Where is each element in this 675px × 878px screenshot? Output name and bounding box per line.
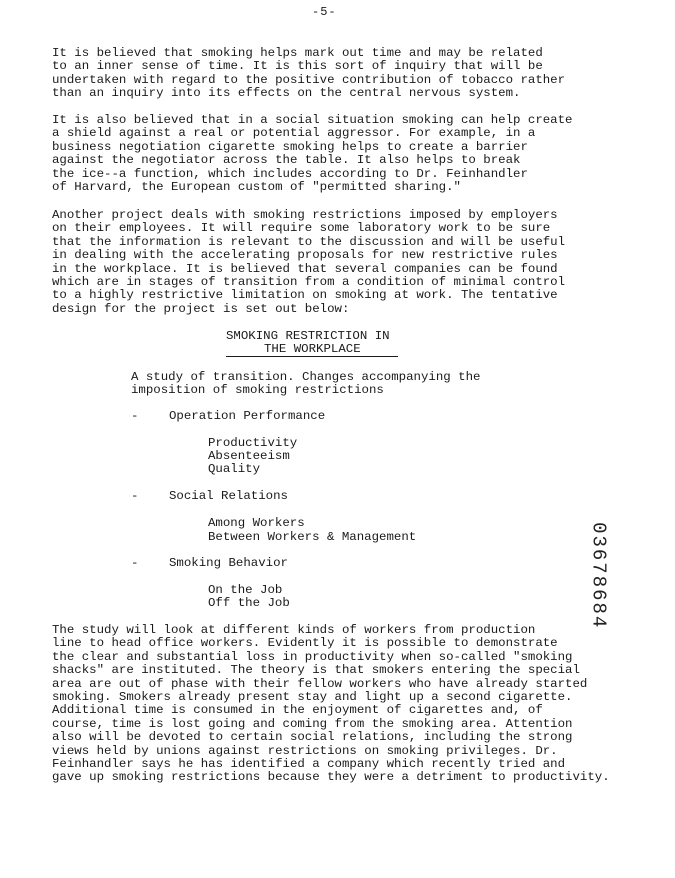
text-line: the ice--a function, which includes according to Dr. Feinhandler bbox=[52, 166, 528, 181]
document-id: 03678684 bbox=[587, 522, 610, 630]
text-line: business negotiation cigarette smoking helps to create a barrier bbox=[52, 139, 528, 154]
sub-item: Between Workers & Management bbox=[208, 530, 417, 544]
text-line: gave up smoking restrictions because they were a detriment to productivity. bbox=[52, 770, 610, 785]
text-line: on their employees. It will require some laboratory work to be sure bbox=[52, 221, 551, 236]
text-line: views held by unions against restrictions on smoking privileges. Dr. bbox=[52, 743, 558, 758]
paragraph-time-sense bbox=[52, 47, 642, 101]
paragraph-study-description bbox=[52, 624, 642, 785]
sub-item: Quality bbox=[208, 462, 261, 476]
intro-line: A study of transition. Changes accompanying the bbox=[131, 370, 481, 384]
list-dash: - bbox=[131, 556, 139, 570]
text-line: design for the project is set out below: bbox=[52, 301, 350, 316]
text-line: undertaken with regard to the positive contribution of tobacco rather bbox=[52, 72, 566, 87]
text-line: of Harvard, the European custom of "permitted sharing." bbox=[52, 179, 461, 194]
text-line: The study will look at different kinds of workers from production bbox=[52, 623, 536, 637]
page-number: -5- bbox=[312, 5, 337, 19]
text-line: also will be devoted to certain social relations, including the strong bbox=[52, 730, 573, 745]
text-line: Additional time is consumed in the enjoyment of cigarettes and, of bbox=[52, 703, 543, 718]
text-line: a shield against a real or potential aggressor. For example, in a bbox=[52, 126, 536, 141]
text-line: than an inquiry into its effects on the central nervous system. bbox=[52, 86, 521, 101]
text-line: against the negotiator across the table. It also helps to break bbox=[52, 153, 521, 168]
text-line: It is also believed that in a social situation smoking can help create bbox=[52, 113, 573, 127]
text-line: Another project deals with smoking restrictions imposed by employers bbox=[52, 208, 558, 222]
text-line: area are out of phase with their fellow workers who have already started bbox=[52, 676, 588, 691]
sub-item: Productivity bbox=[208, 436, 298, 450]
document-id-stamp bbox=[578, 522, 618, 630]
text-line: course, time is lost going and coming from the smoking area. Attention bbox=[52, 716, 573, 731]
design-intro bbox=[131, 371, 480, 398]
text-line: line to head office workers. Evidently it is possible to demonstrate bbox=[52, 636, 558, 651]
list-dash: - bbox=[131, 409, 139, 423]
paragraph-workplace-restrictions bbox=[52, 209, 642, 316]
text-line: in the workplace. It is believed that several companies can be found bbox=[52, 261, 558, 276]
text-line: that the information is relevant to the discussion and will be useful bbox=[52, 234, 566, 249]
text-line: to an inner sense of time. It is this sort of inquiry that will be bbox=[52, 59, 543, 74]
design-title bbox=[226, 330, 390, 357]
category-smoking-behavior: Smoking Behavior bbox=[169, 556, 288, 570]
text-line: the clear and substantial loss in productivity when so-called "smoking bbox=[52, 649, 573, 664]
list-dash: - bbox=[131, 489, 139, 503]
sub-item: Absenteeism bbox=[208, 449, 290, 463]
text-line: Feinhandler says he has identified a company which recently tried and bbox=[52, 756, 566, 771]
design-title-line1: SMOKING RESTRICTION IN bbox=[226, 329, 390, 343]
intro-line: imposition of smoking restrictions bbox=[131, 383, 384, 398]
text-line: It is believed that smoking helps mark out time and may be related bbox=[52, 46, 543, 60]
text-line: smoking. Smokers already present stay and light up a second cigarette. bbox=[52, 689, 573, 704]
design-title-line2: THE WORKPLACE bbox=[264, 342, 361, 357]
title-underline bbox=[226, 356, 398, 357]
paragraph-social-shield bbox=[52, 114, 642, 194]
sub-item: Off the Job bbox=[208, 596, 290, 610]
category-social-relations: Social Relations bbox=[169, 489, 288, 503]
text-line: to a highly restrictive limitation on smoking at work. The tentative bbox=[52, 288, 558, 303]
sub-item: On the Job bbox=[208, 583, 283, 597]
category-operation-performance: Operation Performance bbox=[169, 409, 326, 423]
text-line: in dealing with the accelerating proposals for new restrictive rules bbox=[52, 248, 558, 263]
text-line: which are in stages of transition from a condition of minimal control bbox=[52, 274, 566, 289]
text-line: shacks" are instituted. The theory is that smokers entering the special bbox=[52, 663, 580, 678]
sub-item: Among Workers bbox=[208, 516, 305, 530]
